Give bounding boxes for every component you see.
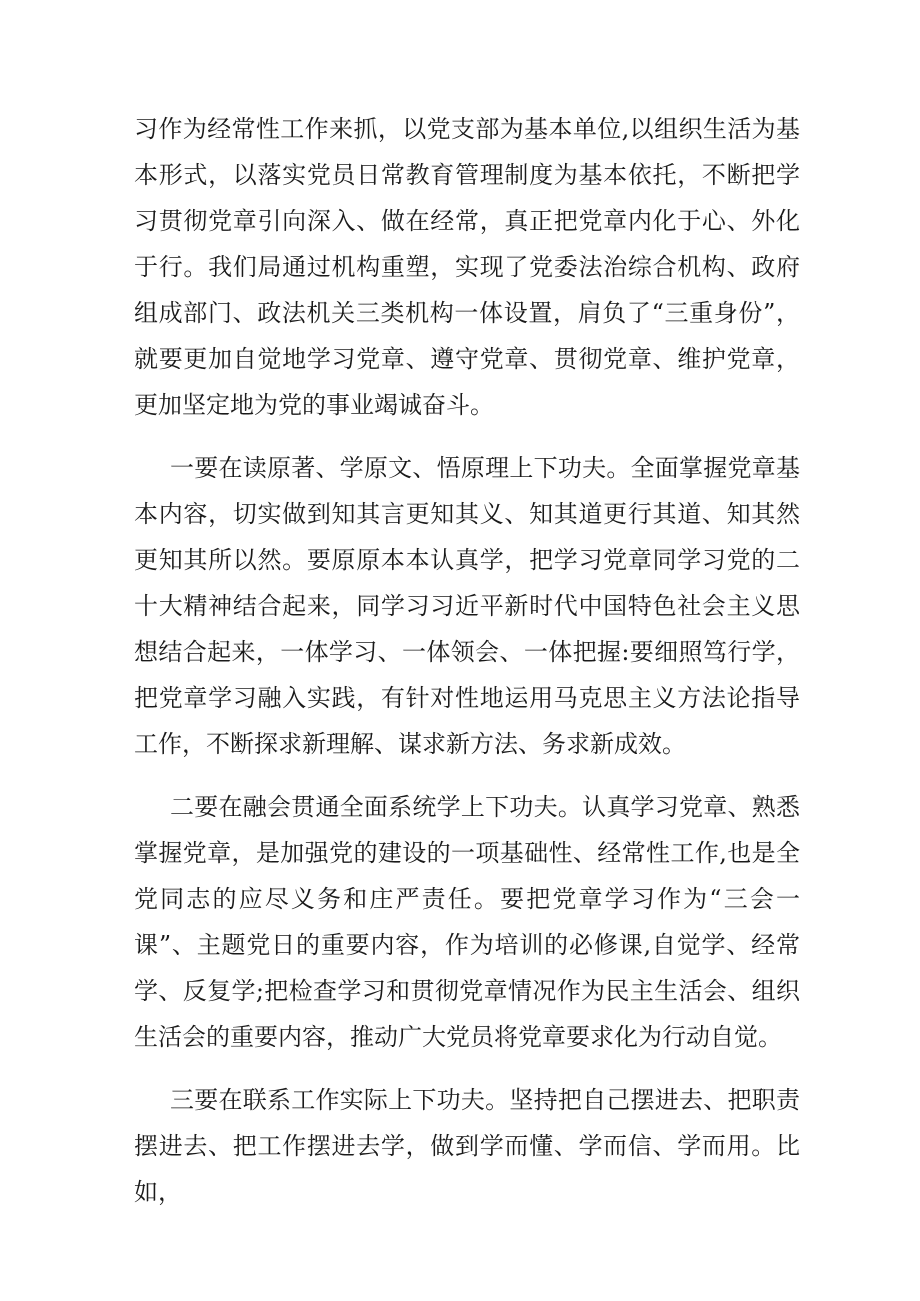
paragraph-continuation: 习作为经常性工作来抓，以党支部为基本单位,以组织生活为基本形式，以落实党员日常教育管理制度为基本依托，不断把学习贯彻党章引向深入、做在经常，真正把党章内化于心、外化于行。我们局通过机构重塑，实现了党委法治综合机构、政府组成部门、政法机关三类机构一体设置，肩负了“三重身份”，就要更加自觉地学习党章、遵守党章、贯彻党章、维护党章，更加坚定地为党的事业竭诚奋斗。 bbox=[134, 115, 800, 419]
document-body bbox=[134, 106, 800, 1215]
paragraph-point-two: 二要在融会贯通全面系统学上下功夫。认真学习党章、熟悉掌握党章，是加强党的建设的一项基础性、经常性工作,也是全党同志的应尽义务和庄严责任。要把党章学习作为“三会一课”、主题党日的重要内容，作为培训的必修课,自觉学、经常学、反复学;把检查学习和贯彻党章情况作为民主生活会、组织生活会的重要内容，推动广大党员将党章要求化为行动自觉。 bbox=[134, 793, 800, 1051]
paragraph-point-three: 三要在联系工作实际上下功夫。坚持把自己摆进去、把职责摆进去、把工作摆进去学，做到学而懂、学而信、学而用。比如， bbox=[134, 1086, 800, 1206]
paragraph-point-one: 一要在读原著、学原文、悟原理上下功夫。全面掌握党章基本内容，切实做到知其言更知其义、知其道更行其道、知其然更知其所以然。要原原本本认真学，把学习党章同学习党的二十大精神结合起来，同学习习近平新时代中国特色社会主义思想结合起来，一体学习、一体领会、一体把握:要细照笃行学，把党章学习融入实践，有针对性地运用马克思主义方法论指导工作，不断探求新理解、谋求新方法、务求新成效。 bbox=[134, 454, 800, 758]
